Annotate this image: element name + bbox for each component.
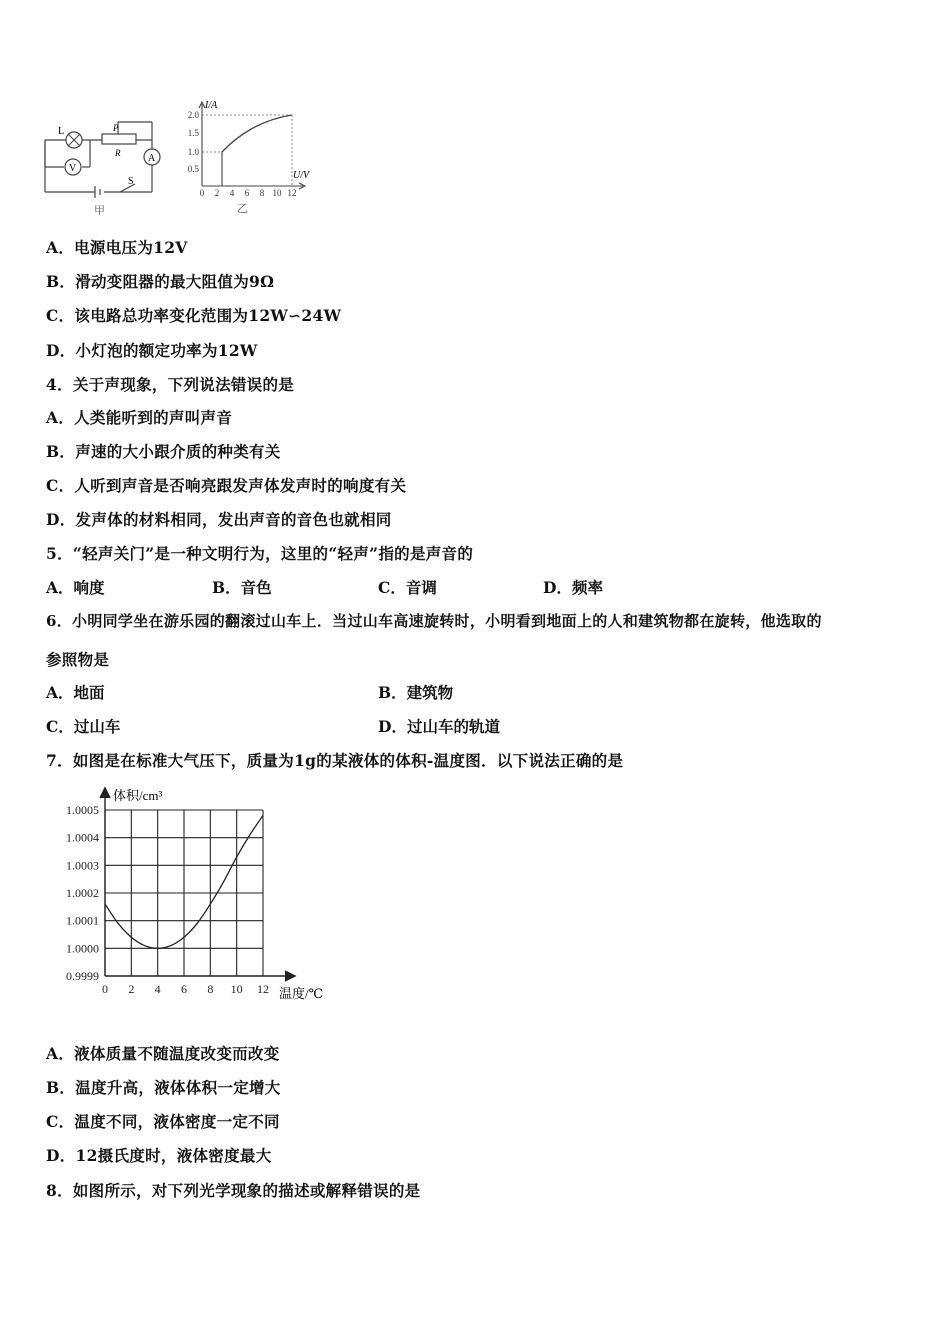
q7-option-d: D．12摄氏度时，液体密度最大	[46, 1146, 272, 1165]
y-tick-label: 1.0000	[66, 941, 99, 956]
y-tick-label: 1.0002	[66, 886, 99, 900]
q4-option-d: D．发声体的材料相同，发出声音的音色也就相同	[46, 510, 392, 529]
q4-stem: 4．关于声现象，下列说法错误的是	[46, 375, 295, 394]
q4-option-a: A．人类能听到的声叫声音	[46, 408, 233, 427]
x-tick-label: 6	[181, 982, 187, 996]
q6-option-a: A．地面	[46, 683, 105, 702]
ammeter-label: A	[148, 153, 156, 164]
chart-xlabel: 温度/℃	[279, 986, 324, 1001]
xtick: 2	[214, 188, 220, 198]
switch-label: S	[128, 176, 134, 187]
q5-stem: 5．“轻声关门”是一种文明行为，这里的“轻声”指的是声音的	[46, 544, 474, 563]
ytick: 0.5	[187, 164, 199, 174]
q5-option-d: D．频率	[543, 578, 603, 597]
y-tick-label: 1.0004	[66, 830, 99, 845]
ytick: 1.0	[187, 147, 199, 157]
chart-ylabel: 体积/cm³	[113, 788, 163, 803]
x-tick-label: 2	[128, 982, 135, 996]
circuit-caption: 甲	[94, 205, 105, 217]
xtick: 6	[244, 188, 250, 198]
iu-graph	[175, 98, 325, 220]
q4-option-c: C．人听到声音是否响亮跟发声体发声时的响度有关	[46, 476, 407, 495]
y-tick-label: 1.0003	[66, 858, 99, 873]
xtick: 0	[199, 188, 205, 198]
ytick: 2.0	[187, 110, 199, 120]
resistor-label: R	[115, 148, 121, 158]
q6-option-c: C．过山车	[46, 717, 121, 736]
slider-label: P	[113, 123, 119, 133]
q3-option-a: A．电源电压为12V	[46, 238, 188, 257]
q3-option-c: C．该电路总功率变化范围为12W∽24W	[46, 306, 342, 325]
x-tick-label: 8	[207, 982, 214, 996]
circuit-diagram	[40, 112, 165, 222]
q5-option-b: B．音色	[212, 578, 272, 597]
xtick: 12	[287, 188, 297, 198]
graph-caption: 乙	[237, 203, 248, 215]
volume-temperature-chart	[45, 780, 345, 1010]
graph-xlabel: U/V	[293, 170, 310, 181]
q7-option-b: B．温度升高，液体体积一定增大	[46, 1078, 281, 1097]
q3-option-d: D．小灯泡的额定功率为12W	[46, 341, 258, 360]
y-tick-label: 1.0005	[66, 803, 99, 817]
xtick: 8	[259, 188, 265, 198]
q6-option-b: B．建筑物	[378, 683, 454, 702]
q6-option-d: D．过山车的轨道	[378, 717, 500, 736]
xtick: 4	[229, 188, 235, 198]
y-tick-label: 0.9999	[66, 969, 99, 983]
x-tick-label: 4	[154, 982, 161, 996]
q6-stem-line1: 6．小明同学坐在游乐园的翻滚过山车上．当过山车高速旋转时，小明看到地面上的人和建筑物都在旋转，他选取的	[46, 612, 822, 630]
q8-stem: 8．如图所示，对下列光学现象的描述或解释错误的是	[46, 1181, 421, 1200]
voltmeter-label: V	[69, 163, 77, 174]
graph-ylabel: I/A	[205, 100, 218, 111]
y-tick-label: 1.0001	[66, 913, 99, 928]
q3-option-b: B．滑动变阻器的最大阻值为9Ω	[46, 272, 275, 291]
x-tick-label: 12	[257, 982, 269, 996]
q5-option-c: C．音调	[378, 578, 437, 597]
q7-option-a: A．液体质量不随温度改变而改变	[46, 1044, 280, 1063]
q7-option-c: C．温度不同，液体密度一定不同	[46, 1112, 280, 1131]
q6-stem-line2: 参照物是	[46, 650, 110, 669]
x-tick-label: 0	[102, 982, 108, 996]
ytick: 1.5	[187, 128, 199, 138]
q4-option-b: B．声速的大小跟介质的种类有关	[46, 442, 281, 461]
q7-stem: 7．如图是在标准大气压下，质量为1g的某液体的体积-温度图．以下说法正确的是	[46, 751, 624, 770]
x-tick-label: 10	[230, 982, 243, 996]
xtick: 10	[272, 188, 282, 198]
lamp-label: L	[58, 126, 65, 137]
q5-option-a: A．响度	[46, 578, 105, 597]
